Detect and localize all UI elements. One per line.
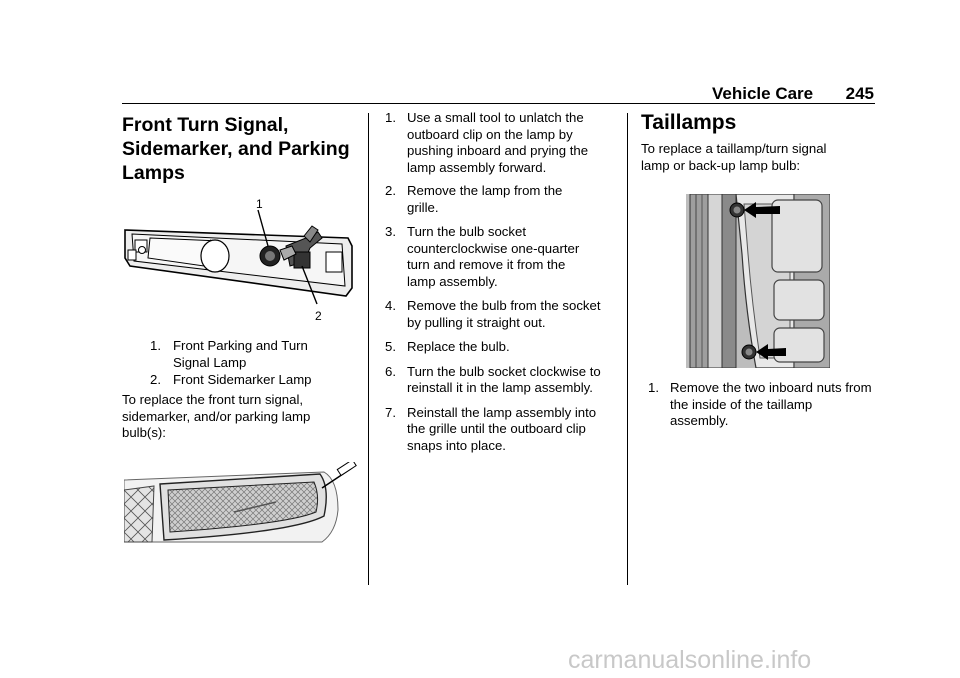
caption-item <box>150 338 365 371</box>
step-number: 6. <box>385 363 396 379</box>
page-number: 245 <box>845 84 874 103</box>
step-number: 7. <box>385 404 396 420</box>
step-item <box>385 339 615 356</box>
step-text: Remove the lamp from the grille. <box>407 183 563 215</box>
section-heading-front-lamps: Front Turn Signal, Sidemarker, and Parking Lamps <box>122 114 350 184</box>
caption-text: Front Sidemarker Lamp <box>173 372 312 387</box>
taillamp-steps <box>648 380 873 430</box>
step-number: 1. <box>385 110 396 125</box>
callout-1: 1 <box>256 197 263 211</box>
step-number: 1. <box>648 380 659 395</box>
header-rule <box>122 103 875 104</box>
caption-item <box>150 372 365 389</box>
step-item <box>385 224 615 290</box>
callout-2: 2 <box>315 309 322 323</box>
column-divider-2 <box>627 113 628 585</box>
step-text: Turn the bulb socket clockwise to reinstall it in the lamp assembly. <box>407 363 601 395</box>
grille-tool-illustration <box>124 462 360 546</box>
step-item <box>385 110 615 176</box>
step-item <box>385 183 615 216</box>
column-divider-1 <box>368 113 369 585</box>
step-item <box>648 380 873 430</box>
figure-caption-list <box>150 338 365 390</box>
step-text: Reinstall the lamp assembly into the grille until the outboard clip snaps into place. <box>407 404 597 453</box>
step-number: 5. <box>385 339 396 354</box>
taillamp-illustration <box>686 194 830 368</box>
step-number: 4. <box>385 298 396 313</box>
section-heading-taillamps: Taillamps <box>641 111 737 134</box>
step-text: Use a small tool to unlatch the outboard clip on the lamp by pushing inboard and prying the lamp assembly forward. <box>407 110 589 175</box>
section-title: Vehicle Care <box>712 84 814 103</box>
step-number: 3. <box>385 224 396 239</box>
step-text: Remove the two inboard nuts from the inside of the taillamp assembly. <box>670 380 872 428</box>
caption-number: 2. <box>150 372 161 387</box>
step-text: Turn the bulb socket counterclockwise one-quarter turn and remove it from the lamp assembly. <box>407 224 580 289</box>
step-number: 2. <box>385 183 396 198</box>
caption-number: 1. <box>150 338 161 353</box>
caption-text: Front Parking and Turn Signal Lamp <box>173 338 308 370</box>
step-text: Remove the bulb from the socket by pulling it straight out. <box>407 298 601 330</box>
step-item <box>385 298 615 331</box>
taillamp-intro: To replace a taillamp/turn signal lamp or back-up lamp bulb: <box>641 141 827 173</box>
front-lamp-intro: To replace the front turn signal, sidemarker, and/or parking lamp bulb(s): <box>122 392 311 440</box>
front-lamp-steps <box>385 110 615 454</box>
watermark: carmanualsonline.info <box>568 646 812 674</box>
step-item <box>385 405 615 455</box>
front-lamp-illustration <box>120 196 358 324</box>
step-item <box>385 364 615 397</box>
step-text: Replace the bulb. <box>407 339 510 354</box>
